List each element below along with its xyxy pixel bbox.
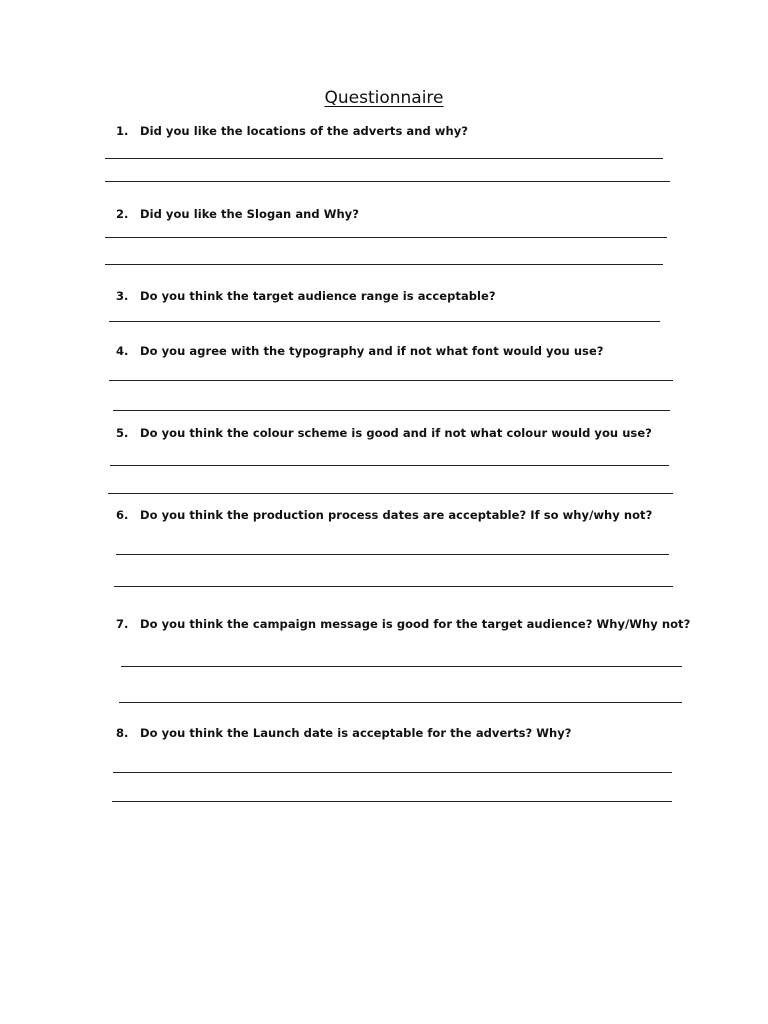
- question-6: [116, 508, 652, 522]
- answer-line[interactable]: [110, 465, 669, 466]
- answer-line[interactable]: [112, 801, 672, 802]
- question-text: Do you think the target audience range is acceptable?: [140, 289, 496, 303]
- question-number: 6.: [116, 508, 129, 522]
- question-text: Did you like the Slogan and Why?: [140, 207, 359, 221]
- answer-line[interactable]: [113, 772, 672, 773]
- question-8: [116, 726, 571, 740]
- answer-line[interactable]: [109, 380, 673, 381]
- question-5: [116, 426, 652, 440]
- answer-line[interactable]: [105, 158, 663, 159]
- question-number: 1.: [116, 124, 129, 138]
- question-2: [116, 207, 359, 221]
- question-number: 5.: [116, 426, 129, 440]
- answer-line[interactable]: [116, 554, 669, 555]
- answer-line[interactable]: [109, 321, 660, 322]
- question-number: 4.: [116, 344, 129, 358]
- answer-line[interactable]: [113, 410, 670, 411]
- question-text: Do you think the production process dates are acceptable? If so why/why not?: [140, 508, 653, 522]
- question-number: 8.: [116, 726, 129, 740]
- answer-line[interactable]: [114, 586, 673, 587]
- question-text: Do you think the colour scheme is good and if not what colour would you use?: [140, 426, 652, 440]
- answer-line[interactable]: [105, 237, 667, 238]
- answer-line[interactable]: [108, 493, 673, 494]
- question-number: 7.: [116, 617, 129, 631]
- answer-line[interactable]: [105, 181, 670, 182]
- question-number: 2.: [116, 207, 129, 221]
- question-text: Do you think the campaign message is good for the target audience? Why/Why not?: [140, 617, 691, 631]
- page-title: Questionnaire: [324, 88, 444, 108]
- question-text: Do you agree with the typography and if not what font would you use?: [140, 344, 604, 358]
- question-7: [116, 617, 690, 631]
- question-text: Do you think the Launch date is acceptable for the adverts? Why?: [140, 726, 572, 740]
- question-4: [116, 344, 604, 358]
- question-1: [116, 124, 468, 138]
- question-3: [116, 289, 496, 303]
- answer-line[interactable]: [119, 702, 682, 703]
- question-number: 3.: [116, 289, 129, 303]
- answer-line[interactable]: [105, 264, 663, 265]
- question-text: Did you like the locations of the adverts and why?: [140, 124, 468, 138]
- answer-line[interactable]: [121, 666, 682, 667]
